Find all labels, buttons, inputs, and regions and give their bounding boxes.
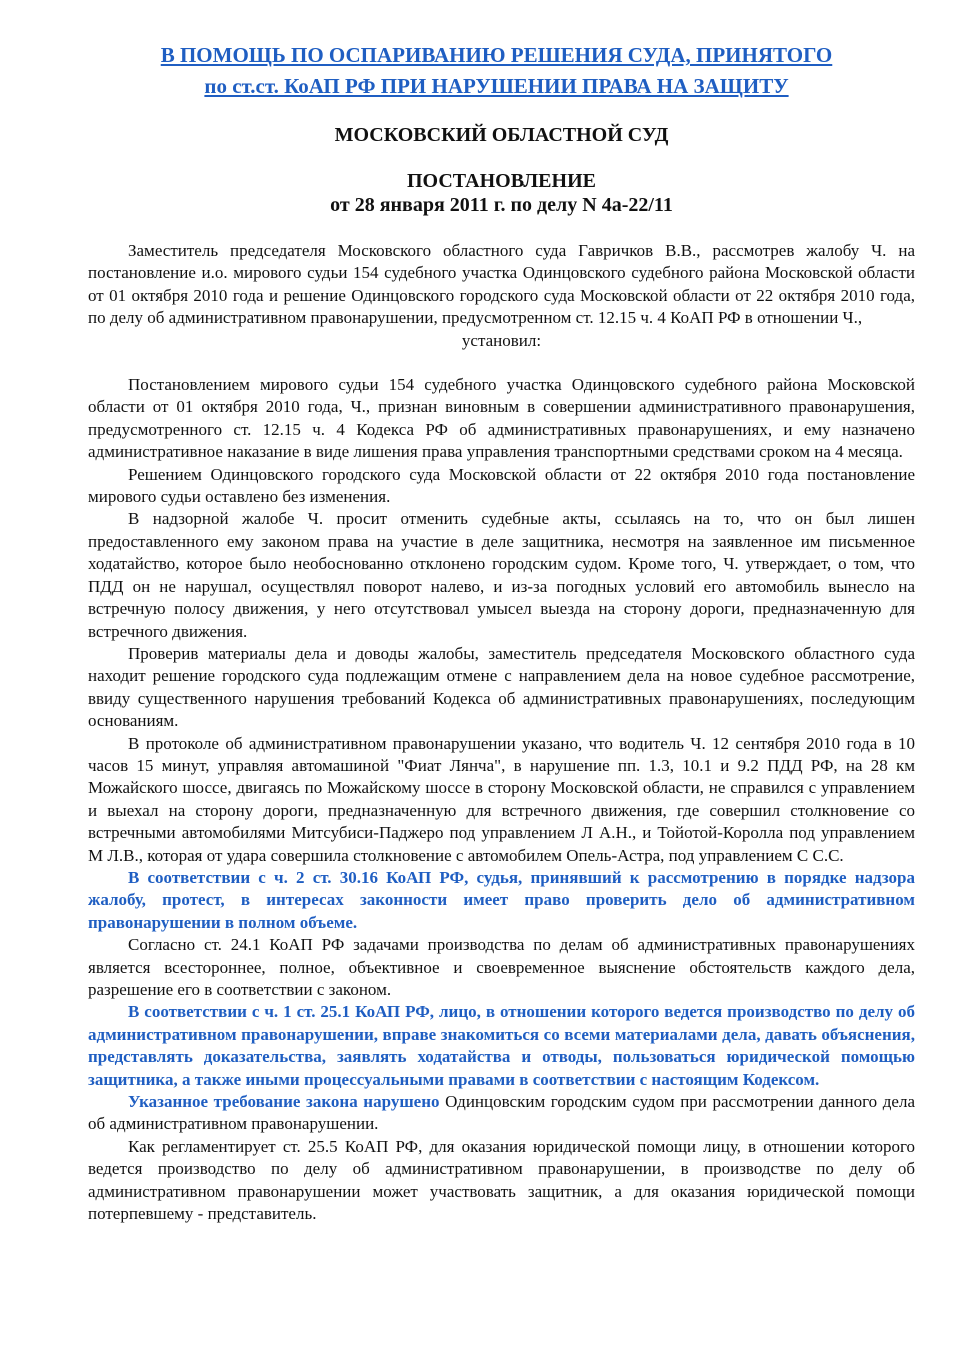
paragraph-complaint: В надзорной жалобе Ч. просит отменить судебные акты, ссылаясь на то, что он был лишен предоставленного ему законом права на участие в деле защитника, несмотря на заявленное им письменное ходатайство, которое было необоснованно отклонено городским судом. Кроме того, Ч. утверждает, о том, что ПДД он не нарушал, осуществлял поворот налево, и из-за погодных условий его автомобиль вынесло на встречную полосу движения, у него отсутствовал умысел выезда на сторону дороги, предназначенную для встречного движения. — [88, 509, 915, 641]
paragraph-24-1: Согласно ст. 24.1 КоАП РФ задачами производства по делам об административных правонарушениях является всестороннее, полное, объективное и своевременное выяснение обстоятельств каждого дела, разрешение его в соответствии с законом. — [88, 935, 915, 999]
paragraph-highlight-30-16: В соответствии с ч. 2 ст. 30.16 КоАП РФ, судья, принявший к рассмотрению в порядке надзора жалобу, протест, в интересах законности имеет право проверить дело об административном правонарушении в полном объеме. — [88, 867, 915, 932]
banner-line-1: В ПОМОЩЬ ПО ОСПАРИВАНИЮ РЕШЕНИЯ СУДА, ПРИНЯТОГО — [160, 43, 833, 67]
banner-line-2: по ст.ст. КоАП РФ ПРИ НАРУШЕНИИ ПРАВА НА ЗАЩИТУ — [204, 74, 789, 98]
paragraph-intro: Заместитель председателя Московского областного суда Гавричков В.В., рассмотрев жалобу Ч. на постановление и.о. мирового судьи 154 судебного участка Одинцовского судебного района Московской области от 01 октября 2010 года и решение Одинцовского городского суда Московской области от 22 октября 2010 года, по делу об административном правонарушении, предусмотренном ст. 12.15 ч. 4 КоАП РФ в отношении Ч., — [88, 241, 915, 328]
paragraph-review: Проверив материалы дела и доводы жалобы, заместитель председателя Московского областного суда находит решение городского суда подлежащим отмене с направлением дела на новое судебное рассмотрение, ввиду существенного нарушения требований Кодекса об административных правонарушениях, последующим основаниям. — [88, 643, 915, 731]
banner-heading — [78, 40, 915, 102]
violation-rest: Одинцовским городским судом при рассмотрении данного дела об административном правонарушении. — [88, 1092, 915, 1134]
paragraph-violation — [88, 1091, 915, 1136]
document-subtitle: от 28 января 2011 г. по делу N 4а-22/11 — [330, 194, 673, 216]
court-name: МОСКОВСКИЙ ОБЛАСТНОЙ СУД — [334, 124, 669, 146]
document-body — [88, 240, 915, 1225]
document-title: ПОСТАНОВЛЕНИЕ — [407, 170, 596, 192]
document-title-block — [88, 169, 915, 217]
paragraph-ruling: Постановлением мирового судьи 154 судебного участка Одинцовского судебного района Московской области от 01 октября 2010 года, Ч., признан виновным в совершении административного правонарушения, предусмотренного ст. 12.15 ч. 4 Кодекса РФ об административных правонарушениях, и ему назначено административное наказание в виде лишения права управления транспортными средствами сроком на 4 месяца. — [88, 375, 915, 462]
paragraph-decision: Решением Одинцовского городского суда Московской области от 22 октября 2010 года постановление мирового судьи оставлено без изменения. — [88, 464, 915, 507]
paragraph-protocol: В протоколе об административном правонарушении указано, что водитель Ч. 12 сентября 2010 года в 10 часов 15 минут, управляя автомашиной "Фиат Лянча", в нарушение пп. 1.3, 10.1 и 9.2 ПДД РФ, на 28 км Можайского шоссе, двигаясь по Можайскому шоссе в сторону Московской области, не справился с управлением и выехал на сторону дороги, предназначенную для встречного движения, где совершил столкновение со встречными автомобилями Митсубиси-Паджеро под управлением Л А.Н., и Тойотой-Королла под управлением М Л.В., которая от удара совершила столкновение с автомобилем Опель-Астра, под управлением С С.С. — [88, 733, 915, 865]
paragraph-25-5: Как регламентирует ст. 25.5 КоАП РФ, для оказания юридической помощи лицу, в отношении которого ведется производство по делу об административном правонарушении, в производстве по делу об административном правонарушении может участвовать защитник, а для оказания юридической помощи потерпевшему - представитель. — [88, 1136, 915, 1224]
established-heading: установил: — [461, 330, 542, 350]
paragraph-highlight-25-1: В соответствии с ч. 1 ст. 25.1 КоАП РФ, лицо, в отношении которого ведется производство по делу об административном правонарушении, вправе знакомиться со всеми материалами дела, давать объяснения, представлять доказательства, заявлять ходатайства и отводы, пользоваться юридической помощью защитника, а также иными процессуальными правами в соответствии с настоящим Кодексом. — [88, 1002, 915, 1089]
violation-highlight: Указанное требование закона нарушено — [128, 1092, 440, 1112]
